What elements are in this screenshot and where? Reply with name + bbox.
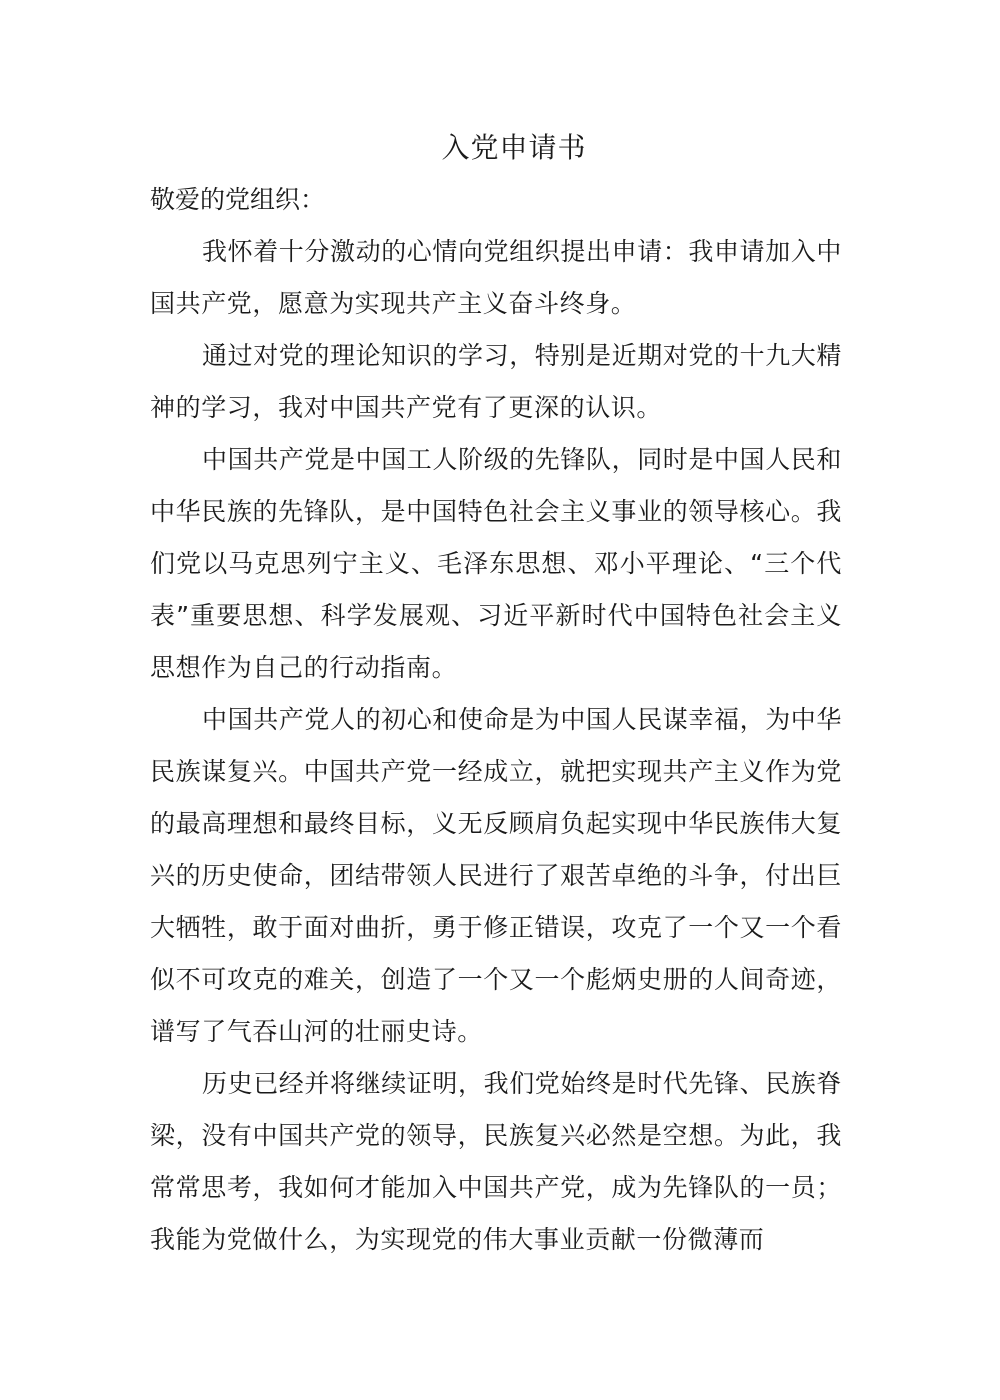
document-title: 入党申请书 <box>441 131 587 164</box>
paragraph-1: 我怀着十分激动的心情向党组织提出申请：我申请加入中国共产党，愿意为实现共产主义奋斗终身。 <box>150 237 843 318</box>
paragraph-2: 通过对党的理论知识的学习，特别是近期对党的十九大精神的学习，我对中国共产党有了更深的认识。 <box>150 341 843 422</box>
paragraph-3: 中国共产党是中国工人阶级的先锋队，同时是中国人民和中华民族的先锋队，是中国特色社会主义事业的领导核心。我们党以马克思列宁主义、毛泽东思想、邓小平理论、“三个代表”重要思想、科学发展观、习近平新时代中国特色社会主义思想作为自己的行动指南。 <box>150 445 843 682</box>
salutation: 敬爱的党组织： <box>150 185 326 214</box>
paragraph-5: 历史已经并将继续证明，我们党始终是时代先锋、民族脊梁，没有中国共产党的领导，民族复兴必然是空想。为此，我常常思考，我如何才能加入中国共产党，成为先锋队的一员；我能为党做什么，为实现党的伟大事业贡献一份微薄而 <box>150 1069 843 1254</box>
paragraph-4: 中国共产党人的初心和使命是为中国人民谋幸福，为中华民族谋复兴。中国共产党一经成立，就把实现共产主义作为党的最高理想和最终目标，义无反顾肩负起实现中华民族伟大复兴的历史使命，团结带领人民进行了艰苦卓绝的斗争，付出巨大牺牲，敢于面对曲折，勇于修正错误，攻克了一个又一个看似不可攻克的难关，创造了一个又一个彪炳史册的人间奇迹，谱写了气吞山河的壮丽史诗。 <box>150 705 843 1046</box>
document-page <box>150 122 842 1266</box>
